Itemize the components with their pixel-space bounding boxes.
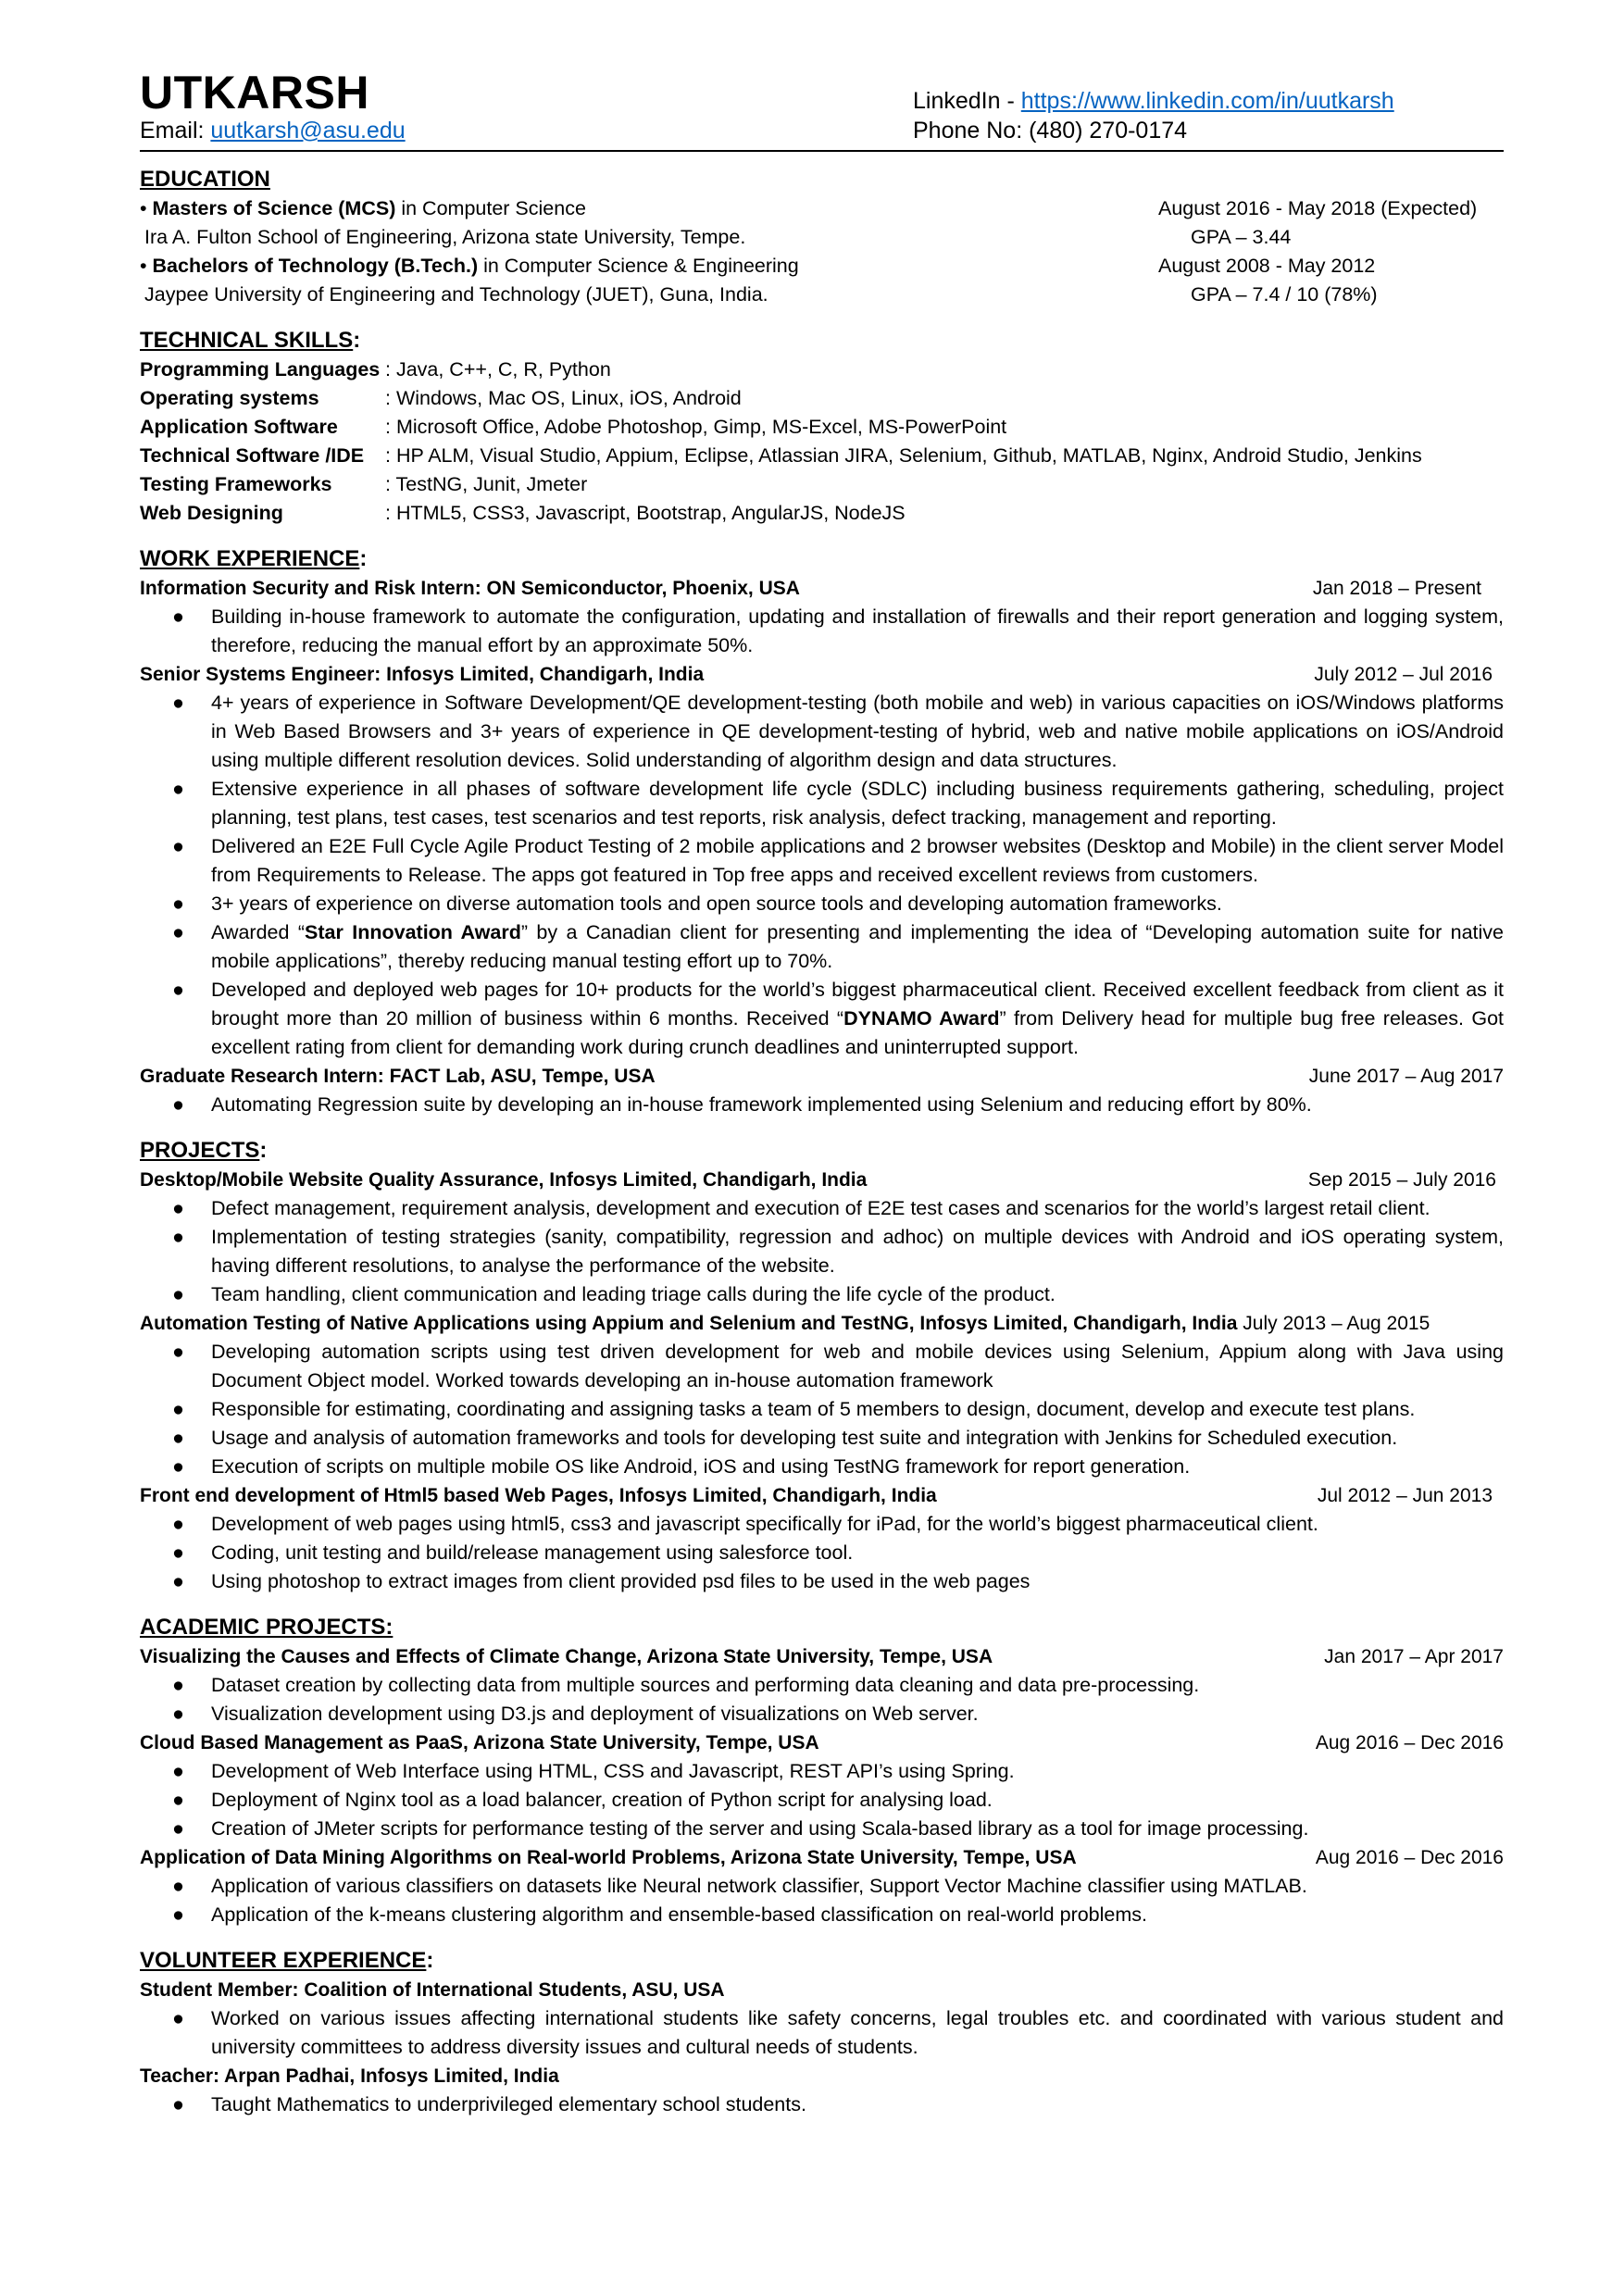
linkedin-line: [913, 87, 1394, 115]
education-school-row: Jaypee University of Engineering and Technology (JUET), Guna, India. GPA – 7.4 / 10 (78%): [140, 281, 1504, 309]
list-item: ● Using photoshop to extract images from client provided psd files to be used in the web pages: [172, 1570, 1031, 1592]
skill-row: Testing Frameworks : TestNG, Junit, Jmeter: [140, 473, 588, 495]
list-item: ● Deployment of Nginx tool as a load balancer, creation of Python script for analysing load.: [172, 1789, 993, 1811]
email-label: Email:: [140, 118, 211, 144]
list-item: ● Delivered an E2E Full Cycle Agile Product Testing of 2 mobile applications and 2 browser websites (Desktop and Mobile) in the client server Model from Requirements to Release. The apps got featured in Top free apps and received excellent reviews from customers.: [172, 835, 1504, 886]
award-name: Star Innovation Award: [305, 921, 521, 943]
header-divider: [140, 150, 1504, 152]
academic-projects-heading: ACADEMIC PROJECTS:: [140, 1615, 394, 1640]
project-title: Visualizing the Causes and Effects of Climate Change, Arizona State University, Tempe, USA Jan 2017 – Apr 2017: [140, 1642, 1504, 1671]
list-item: ● Developed and deployed web pages for 10+ products for the world’s biggest pharmaceutical client. Received excellent feedback from client as it brought more than 20 million of business within 6 months. Received “DYNAMO Award” from Delivery head for multiple bug free releases. Got excellent rating from client for demanding work during crunch deadlines and uninterrupted support.: [172, 979, 1504, 1058]
skill-row: Web Designing : HTML5, CSS3, Javascript, Bootstrap, AngularJS, NodeJS: [140, 502, 906, 524]
education-gpa: GPA – 7.4 / 10 (78%): [1191, 283, 1378, 306]
list-item: ● Worked on various issues affecting international students like safety concerns, legal troubles etc. and coordinated with various student and university committees to address diversity issues and cultural needs of students.: [172, 2007, 1504, 2058]
list-item: ● Dataset creation by collecting data from multiple sources and performing data cleaning and data pre-processing.: [172, 1674, 1200, 1696]
education-date: August 2008 - May 2012: [1158, 255, 1376, 277]
education-degree-row: • Masters of Science (MCS) in Computer Science August 2016 - May 2018 (Expected): [140, 194, 1504, 223]
education-gpa: GPA – 3.44: [1191, 226, 1292, 248]
linkedin-link[interactable]: https://www.linkedin.com/in/uutkarsh: [1020, 88, 1394, 114]
job-bullets: [140, 689, 1504, 1062]
linkedin-label: LinkedIn -: [913, 88, 1021, 114]
list-item: ● Creation of JMeter scripts for performance testing of the server and using Scala-based library as a tool for image processing.: [172, 1817, 1309, 1840]
skill-row: Technical Software /IDE : HP ALM, Visual Studio, Appium, Eclipse, Atlassian JIRA, Selenium, Github, MATLAB, Nginx, Android Studio, Jenkins: [140, 444, 1422, 467]
list-item: ● Defect management, requirement analysis, development and execution of E2E test cases and scenarios for the world’s largest retail client.: [172, 1197, 1430, 1219]
skill-row: Programming Languages : Java, C++, C, R, Python: [140, 358, 611, 381]
project-title: Application of Data Mining Algorithms on Real-world Problems, Arizona State University, Tempe, USA Aug 2016 – Dec 2016: [140, 1843, 1504, 1872]
work-heading: WORK EXPERIENCE:: [140, 546, 368, 571]
list-item: ● Automating Regression suite by developing an in-house framework implemented using Selenium and reducing effort by 80%.: [172, 1093, 1312, 1116]
project-date: Sep 2015 – July 2016: [1307, 1169, 1496, 1191]
list-item: ● Development of Web Interface using HTML, CSS and Javascript, REST API’s using Spring.: [172, 1760, 1015, 1782]
project-date: Jan 2017 – Apr 2017: [1324, 1646, 1504, 1667]
list-item: ● 3+ years of experience on diverse automation tools and open source tools and developing automation frameworks.: [172, 892, 1222, 915]
job-date: July 2012 – Jul 2016: [1314, 664, 1493, 685]
skill-row: Operating systems : Windows, Mac OS, Linux, iOS, Android: [140, 387, 742, 409]
job-bullets: [140, 603, 1504, 660]
list-item: ● 4+ years of experience in Software Development/QE development-testing (both mobile and web) in various capacities on iOS/Windows platforms in Web Based Browsers and 3+ years of experience in QE development-testing of hybrid, web and native mobile applications on iOS/Android using multiple different resolution devices. Solid understanding of algorithm design and data structures.: [172, 692, 1504, 771]
list-item: ● Application of the k-means clustering algorithm and ensemble-based classification on real-world problems.: [172, 1903, 1148, 1926]
project-bullets: [140, 1194, 1504, 1309]
job-title: Graduate Research Intern: FACT Lab, ASU, Tempe, USA June 2017 – Aug 2017: [140, 1062, 1504, 1091]
list-item: ● Development of web pages using html5, css3 and javascript specifically for iPad, for the world’s biggest pharmaceutical client.: [172, 1513, 1318, 1535]
job-title: Information Security and Risk Intern: ON Semiconductor, Phoenix, USA Jan 2018 – Present: [140, 574, 1504, 603]
project-bullets: [140, 1338, 1504, 1481]
job-date: Jan 2018 – Present: [1312, 578, 1481, 599]
project-date: Aug 2016 – Dec 2016: [1315, 1732, 1504, 1753]
list-item: ● Extensive experience in all phases of software development life cycle (SDLC) including business requirements gathering, scheduling, project planning, test plans, test cases, test scenarios and test reports, risk analysis, defect tracking, management and reporting.: [172, 778, 1504, 829]
list-item: ● Execution of scripts on multiple mobile OS like Android, iOS and using TestNG framework for report generation.: [172, 1455, 1191, 1478]
project-bullets: [140, 1671, 1504, 1728]
list-item: ● Application of various classifiers on datasets like Neural network classifier, Support Vector Machine classifier using MATLAB.: [172, 1875, 1307, 1897]
projects-heading: PROJECTS:: [140, 1138, 268, 1163]
volunteer-role: Teacher: Arpan Padhai, Infosys Limited, India: [140, 2065, 559, 2087]
job-date: June 2017 – Aug 2017: [1308, 1066, 1504, 1087]
list-item: ● Usage and analysis of automation frameworks and tools for developing test suite and integration with Jenkins for Scheduled execution.: [172, 1427, 1398, 1449]
list-item: ● Awarded “Star Innovation Award” by a Canadian client for presenting and implementing the idea of “Developing automation suite for native mobile applications”, thereby reducing manual testing effort up to 70%.: [172, 921, 1504, 972]
project-bullets: [140, 1510, 1504, 1596]
project-bullets: [140, 1757, 1504, 1843]
candidate-name: UTKARSH: [140, 67, 369, 119]
list-item: ● Taught Mathematics to underprivileged elementary school students.: [172, 2093, 806, 2115]
skills-heading: TECHNICAL SKILLS:: [140, 328, 361, 353]
list-item: ● Building in-house framework to automate the configuration, updating and installation of firewalls and their report generation and logging system, therefore, reducing the manual effort by an approximate 50%.: [172, 605, 1504, 656]
resume-body: [140, 165, 1504, 2119]
list-item: ● Responsible for estimating, coordinating and assigning tasks a team of 5 members to design, document, develop and execute test plans.: [172, 1398, 1416, 1420]
job-bullets: [140, 1091, 1504, 1119]
list-item: ● Coding, unit testing and build/release management using salesforce tool.: [172, 1541, 854, 1564]
education-school-row: Ira A. Fulton School of Engineering, Arizona state University, Tempe. GPA – 3.44: [140, 223, 1504, 252]
project-title: Front end development of Html5 based Web Pages, Infosys Limited, Chandigarh, India Jul 2012 – Jun 2013: [140, 1481, 1504, 1510]
education-degree-row: • Bachelors of Technology (B.Tech.) in Computer Science & Engineering August 2008 - May 2012: [140, 252, 1504, 281]
project-date: Jul 2012 – Jun 2013: [1317, 1485, 1493, 1506]
list-item: ● Implementation of testing strategies (sanity, compatibility, regression and adhoc) on multiple devices with Android and iOS operating system, having different resolutions, to analyse the performance of the website.: [172, 1226, 1504, 1277]
project-date: July 2013 – Aug 2015: [1243, 1313, 1430, 1334]
phone-number: Phone No: (480) 270-0174: [913, 118, 1188, 144]
volunteer-role: Student Member: Coalition of International Students, ASU, USA: [140, 1979, 725, 2001]
education-date: August 2016 - May 2018 (Expected): [1158, 197, 1478, 219]
project-date: Aug 2016 – Dec 2016: [1315, 1847, 1504, 1868]
project-bullets: [140, 1872, 1504, 1929]
project-title: Cloud Based Management as PaaS, Arizona State University, Tempe, USA Aug 2016 – Dec 2016: [140, 1728, 1504, 1757]
email-link[interactable]: uutkarsh@asu.edu: [210, 118, 406, 144]
list-item: ● Developing automation scripts using test driven development for web and mobile devices using Selenium, Appium along with Java using Document Object model. Worked towards developing an in-house automation framework: [172, 1341, 1504, 1391]
skills-list: [140, 356, 1504, 528]
volunteer-bullets: [140, 2090, 1504, 2119]
resume-header: [140, 65, 1504, 150]
education-heading: EDUCATION: [140, 167, 270, 192]
resume-page: [140, 65, 1504, 2115]
email-line: [140, 117, 406, 144]
skill-row: Application Software : Microsoft Office, Adobe Photoshop, Gimp, MS-Excel, MS-PowerPoint: [140, 416, 1007, 438]
volunteer-bullets: [140, 2004, 1504, 2062]
list-item: ● Visualization development using D3.js and deployment of visualizations on Web server.: [172, 1703, 979, 1725]
award-name: DYNAMO Award: [843, 1007, 1000, 1029]
job-title: Senior Systems Engineer: Infosys Limited, Chandigarh, India July 2012 – Jul 2016: [140, 660, 1504, 689]
volunteer-heading: VOLUNTEER EXPERIENCE:: [140, 1948, 434, 1973]
list-item: ● Team handling, client communication and leading triage calls during the life cycle of the product.: [172, 1283, 1056, 1305]
project-title: Automation Testing of Native Applications using Appium and Selenium and TestNG, Infosys Limited, Chandigarh, India July 2013 – Aug 2015: [140, 1313, 1430, 1334]
project-title: Desktop/Mobile Website Quality Assurance, Infosys Limited, Chandigarh, India Sep 2015 – July 2016: [140, 1166, 1504, 1194]
